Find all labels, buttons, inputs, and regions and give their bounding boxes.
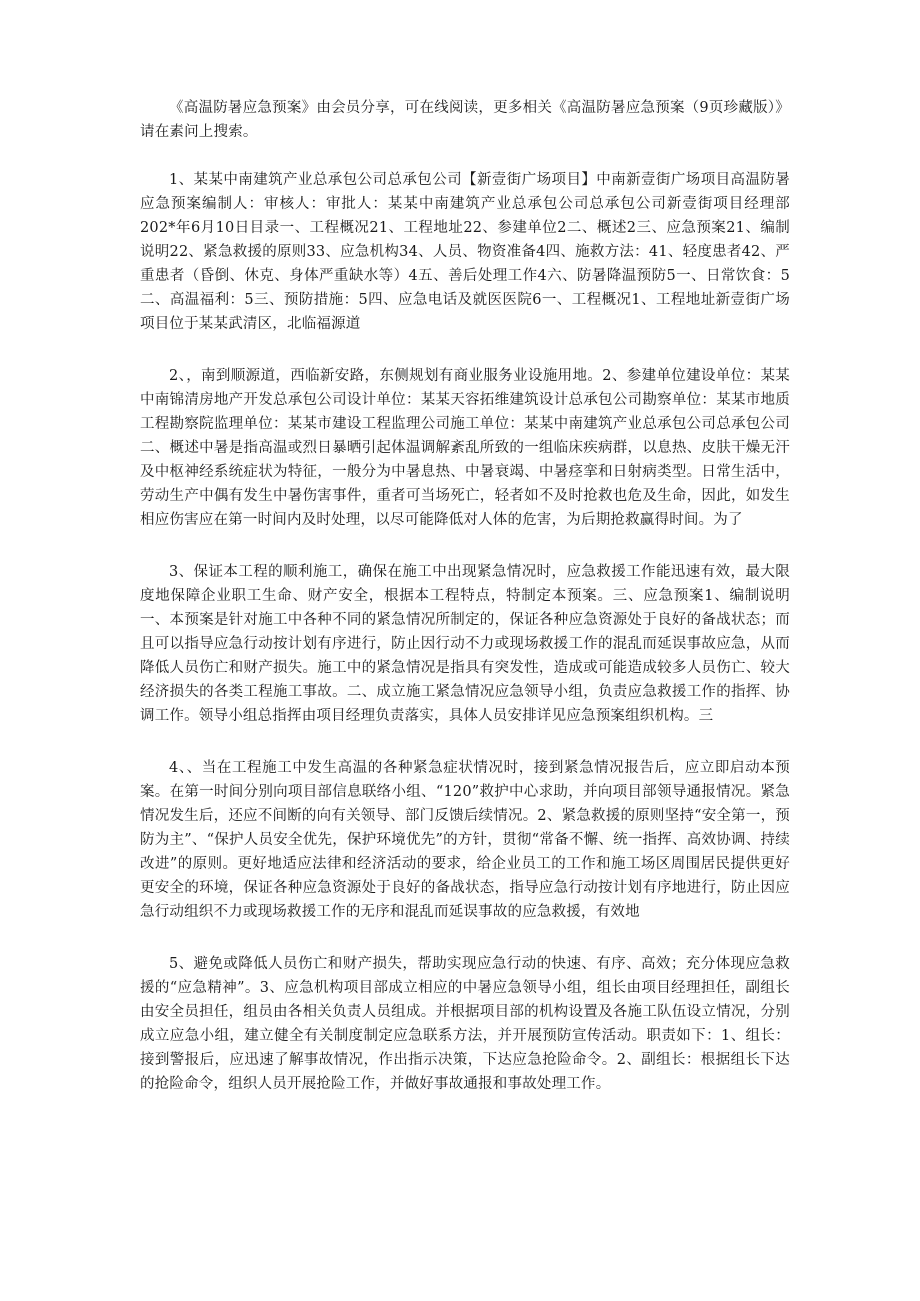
body-paragraph-3: 3、保证本工程的顺利施工，确保在施工中出现紧急情况时，应急救援工作能迅速有效，最大限度地保障企业职工生命、财产安全，根据本工程特点，特制定本预案。三、应急预案1、编制说明一、本预案是针对施工中各种不同的紧急情况所制定的，保证各种应急资源处于良好的备战状态；而且可以指导应急行动按计划有序进行，防止因行动不力或现场救援工作的混乱而延误事故应急，从而降低人员伤亡和财产损失。施工中的紧急情况是指具有突发性，造成或可能造成较多人员伤亡、较大经济损失的各类工程施工事故。二、成立施工紧急情况应急领导小组，负责应急救援工作的指挥、协调工作。领导小组总指挥由项目经理负责落实，具体人员安排详见应急预案组织机构。三 bbox=[140, 564, 790, 724]
body-paragraph-2: 2、，南到顺源道，西临新安路，东侧规划有商业服务业设施用地。2、参建单位建设单位：某某中南锦清房地产开发总承包公司设计单位：某某天容拓维建筑设计总承包公司勘察单位：某某市地质工程勘察院监理单位：某某市建设工程监理公司施工单位：某某中南建筑产业总承包公司总承包公司二、概述中暑是指高温或烈日暴晒引起体温调解紊乱所致的一组临床疾病群，以息热、皮肤干燥无汗及中枢神经系统症状为特征，一般分为中暑息热、中暑衰竭、中暑痉挛和日射病类型。日常生活中，劳动生产中偶有发生中暑伤害事件，重者可当场死亡，轻者如不及时抢救也危及生命，因此，如发生相应伤害应在第一时间内及时处理，以尽可能降低对人体的危害，为后期抢救赢得时间。为了 bbox=[140, 368, 790, 528]
document-page bbox=[140, 96, 790, 1124]
body-paragraph-1: 1、某某中南建筑产业总承包公司总承包公司【新壹街广场项目】中南新壹街广场项目高温防暑应急预案编制人：审核人：审批人：某某中南建筑产业总承包公司总承包公司新壹街项目经理部202*年6月10日目录一、工程概况21、工程地址22、参建单位2二、概述2三、应急预案21、编制说明22、紧急救援的原则33、应急机构34、人员、物资准备4四、施救方法：41、轻度患者42、严重患者（昏倒、休克、身体严重缺水等）4五、善后处理工作4六、防暑降温预防5一、日常饮食：5二、高温福利：5三、预防措施：5四、应急电话及就医医院6一、工程概况1、工程地址新壹街广场项目位于某某武清区，北临福源道 bbox=[140, 172, 790, 332]
body-paragraph-5: 5、避免或降低人员伤亡和财产损失，帮助实现应急行动的快速、有序、高效；充分体现应急救援的“应急精神”。3、应急机构项目部成立相应的中暑应急领导小组，组长由项目经理担任，副组长由安全员担任，组员由各相关负责人员组成。并根据项目部的机构设置及各施工队伍设立情况，分别成立应急小组，建立健全有关制度制定应急联系方法，并开展预防宣传活动。职责如下：1、组长：接到警报后，应迅速了解事故情况，作出指示决策，下达应急抢险命令。2、副组长：根据组长下达的抢险命令，组织人员开展抢险工作，并做好事故通报和事故处理工作。 bbox=[140, 956, 790, 1092]
body-paragraph-4: 4、、当在工程施工中发生高温的各种紧急症状情况时，接到紧急情况报告后，应立即启动本预案。在第一时间分别向项目部信息联络小组、“120”救护中心求助，并向项目部领导通报情况。紧急情况发生后，还应不间断的向有关领导、部门反馈后续情况。2、紧急救援的原则坚持“安全第一，预防为主”、“保护人员安全优先，保护环境优先”的方针，贯彻“常备不懈、统一指挥、高效协调、持续改进”的原则。更好地适应法律和经济活动的要求，给企业员工的工作和施工场区周围居民提供更好更安全的环境，保证各种应急资源处于良好的备战状态，指导应急行动按计划有序地进行，防止因应急行动组织不力或现场救援工作的无序和混乱而延误事故的应急救援，有效地 bbox=[140, 760, 790, 920]
intro-paragraph: 《高温防暑应急预案》由会员分享，可在线阅读，更多相关《高温防暑应急预案（9页珍藏版）》请在素问上搜索。 bbox=[140, 100, 790, 140]
